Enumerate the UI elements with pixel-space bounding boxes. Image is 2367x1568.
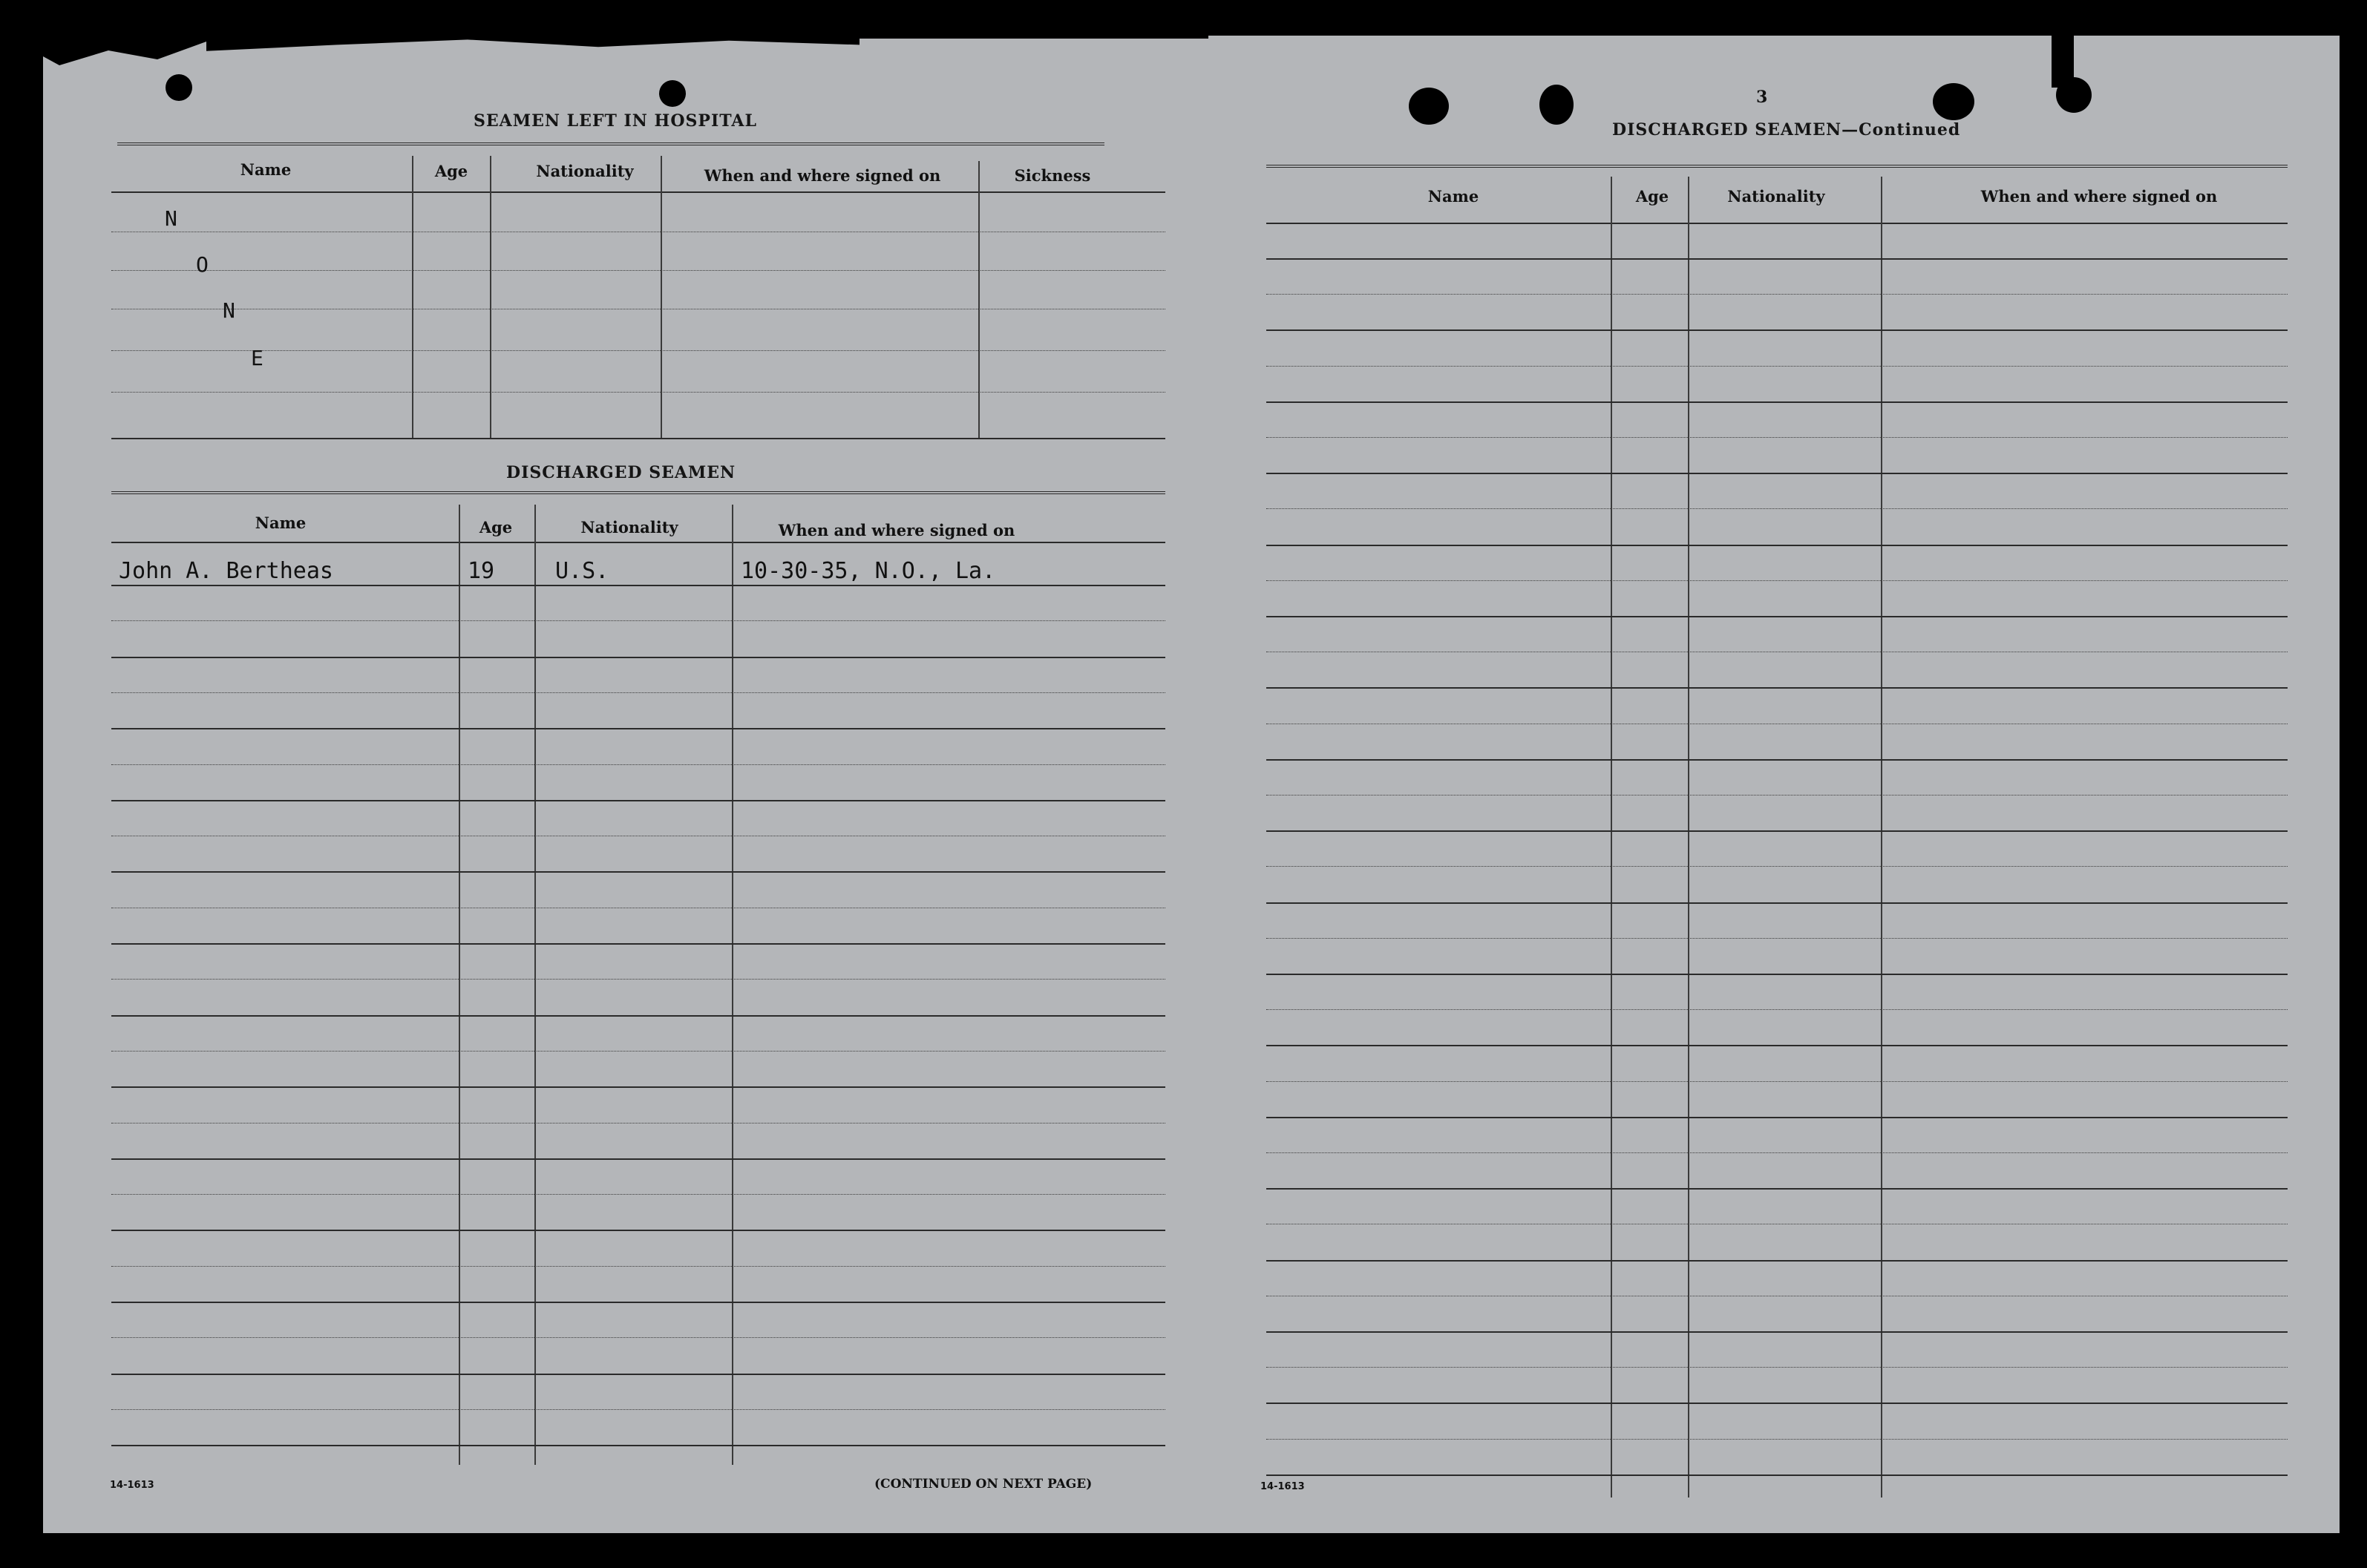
punch-hole	[166, 74, 192, 101]
row-rule	[111, 1302, 1165, 1303]
row-rule	[1266, 258, 2288, 260]
col-divider	[490, 156, 491, 438]
col-header-signed-on: When and where signed on	[1980, 187, 2218, 206]
row-rule	[111, 350, 1165, 351]
col-divider	[412, 156, 413, 438]
seaman-nationality: U.S.	[555, 558, 609, 584]
row-rule	[1266, 401, 2288, 403]
col-divider	[732, 505, 733, 1465]
col-divider	[661, 156, 662, 438]
row-rule	[1266, 1152, 2288, 1153]
col-header-nationality: Nationality	[580, 518, 678, 537]
seaman-age: 19	[468, 558, 495, 584]
row-rule	[111, 1230, 1165, 1231]
row-rule	[1266, 1009, 2288, 1010]
page-number: 3	[1756, 88, 1768, 107]
row-rule	[1266, 1439, 2288, 1440]
punch-hole	[1539, 85, 1574, 125]
left-page	[43, 39, 1222, 1533]
right-page	[1208, 36, 2340, 1533]
row-rule	[111, 1409, 1165, 1410]
row-rule	[1266, 294, 2288, 295]
col-header-name: Name	[240, 160, 292, 179]
col-divider	[1688, 177, 1689, 1498]
row-rule	[111, 1445, 1165, 1446]
none-letter: E	[251, 346, 263, 370]
title-rule	[111, 491, 1165, 494]
row-rule	[1266, 580, 2288, 581]
row-rule	[1266, 1117, 2288, 1118]
row-rule	[1266, 1188, 2288, 1190]
seaman-name: John A. Bertheas	[119, 558, 333, 584]
row-rule	[111, 979, 1165, 980]
col-divider	[1881, 177, 1882, 1498]
col-header-signed-on: When and where signed on	[778, 521, 1015, 539]
row-rule	[1266, 866, 2288, 867]
row-rule	[1266, 437, 2288, 438]
right-section-title: DISCHARGED SEAMEN—Continued	[1612, 120, 1961, 140]
col-divider	[459, 505, 460, 1465]
row-rule	[1266, 545, 2288, 546]
row-rule	[111, 585, 1165, 586]
row-rule	[1266, 974, 2288, 975]
row-rule	[111, 764, 1165, 765]
punch-hole	[659, 80, 686, 107]
row-rule	[1266, 759, 2288, 761]
discharged-section-title: DISCHARGED SEAMEN	[506, 463, 736, 482]
punch-hole	[1933, 83, 1974, 120]
col-header-age: Age	[479, 518, 513, 537]
row-rule	[111, 270, 1165, 271]
title-rule	[117, 142, 1104, 145]
col-header-age: Age	[1635, 187, 1669, 206]
form-number: 14-1613	[110, 1480, 154, 1491]
seaman-signed-on: 10-30-35, N.O., La.	[741, 558, 996, 584]
row-rule	[1266, 1260, 2288, 1262]
row-rule	[1266, 902, 2288, 904]
row-rule	[1266, 366, 2288, 367]
row-rule	[111, 657, 1165, 658]
row-rule	[1266, 616, 2288, 617]
col-header-name: Name	[255, 514, 307, 532]
punch-hole	[1409, 88, 1449, 125]
col-header-nationality: Nationality	[1727, 187, 1825, 206]
header-rule	[1266, 223, 2288, 224]
row-rule	[1266, 1045, 2288, 1046]
col-header-nationality: Nationality	[536, 162, 634, 180]
row-rule	[1266, 1367, 2288, 1368]
row-rule	[111, 1158, 1165, 1160]
header-rule	[111, 191, 1165, 193]
col-divider	[978, 161, 980, 438]
torn-edge	[43, 39, 206, 68]
torn-edge	[206, 39, 860, 59]
col-header-age: Age	[434, 162, 468, 180]
row-rule	[1266, 687, 2288, 689]
row-rule	[1266, 329, 2288, 331]
row-rule	[1266, 830, 2288, 832]
col-divider	[1611, 177, 1612, 1498]
row-rule	[1266, 1403, 2288, 1404]
row-rule	[111, 1374, 1165, 1375]
table-bottom-rule	[111, 438, 1165, 439]
row-rule	[1266, 938, 2288, 939]
header-rule	[111, 542, 1165, 543]
row-rule	[1266, 795, 2288, 796]
none-letter: N	[223, 298, 235, 323]
form-number: 14-1613	[1260, 1481, 1305, 1492]
row-rule	[1266, 1474, 2288, 1476]
row-rule	[1266, 1081, 2288, 1082]
col-header-name: Name	[1427, 187, 1479, 206]
none-letter: N	[165, 206, 177, 231]
row-rule	[111, 692, 1165, 693]
row-rule	[111, 1194, 1165, 1195]
row-rule	[111, 1337, 1165, 1338]
hospital-section-title: SEAMEN LEFT IN HOSPITAL	[474, 111, 757, 131]
row-rule	[1266, 508, 2288, 509]
title-rule	[1266, 165, 2288, 168]
col-header-sickness: Sickness	[1014, 166, 1091, 185]
row-rule	[111, 800, 1165, 801]
continued-footer: (CONTINUED ON NEXT PAGE)	[874, 1477, 1093, 1492]
row-rule	[1266, 473, 2288, 474]
row-rule	[111, 943, 1165, 945]
row-rule	[111, 1266, 1165, 1267]
torn-edge	[2052, 36, 2074, 88]
row-rule	[111, 620, 1165, 621]
row-rule	[1266, 1331, 2288, 1333]
col-header-signed-on: When and where signed on	[704, 166, 941, 185]
row-rule	[111, 728, 1165, 729]
col-divider	[534, 505, 536, 1465]
row-rule	[111, 871, 1165, 873]
row-rule	[111, 392, 1165, 393]
row-rule	[111, 1015, 1165, 1017]
row-rule	[111, 1086, 1165, 1088]
none-letter: O	[196, 252, 209, 277]
row-rule	[111, 1051, 1165, 1052]
